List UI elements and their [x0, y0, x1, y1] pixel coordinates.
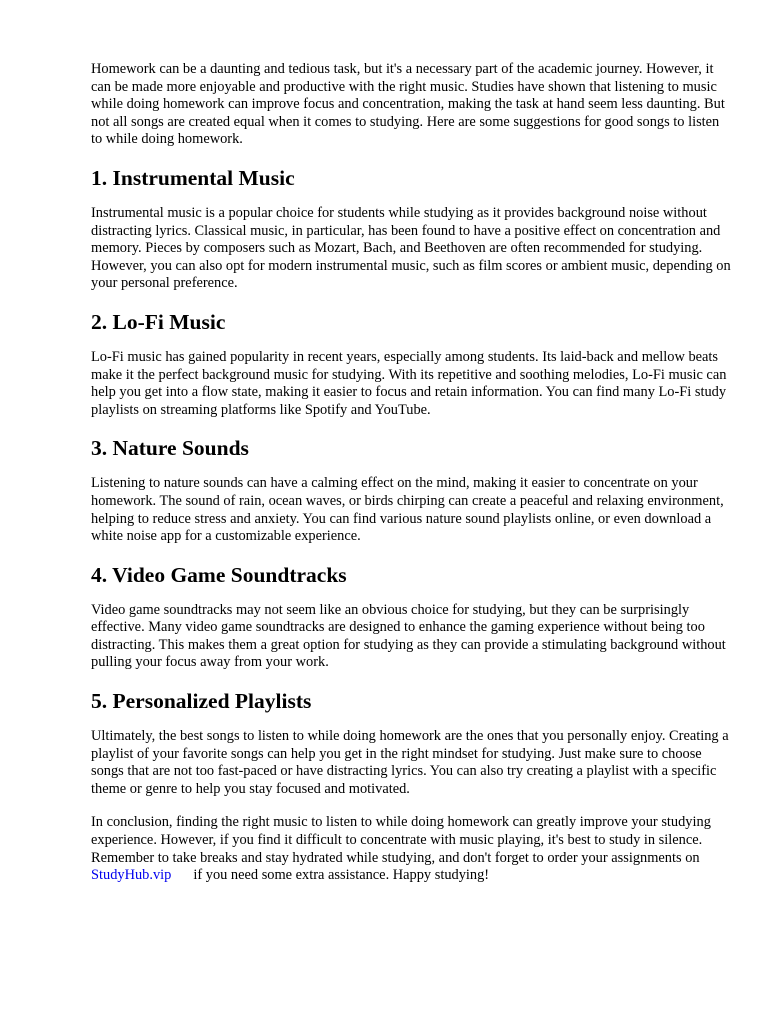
section-body: Lo-Fi music has gained popularity in recent years, especially among students. Its laid-back and mellow beats make it the perfect background music for studying. With its repetitive and soothing melodies, Lo-Fi music can help you get into a flow state, making it easier to focus and retain information. You can find many Lo-Fi study playlists on streaming platforms like Spotify and YouTube. — [91, 348, 727, 418]
section-body: Instrumental music is a popular choice for students while studying as it provides background noise without distracting lyrics. Classical music, in particular, has been found to have a positive effect on concentration and memory. Pieces by composers such as Mozart, Bach, and Beethoven are often recommended for studying. However, you can also opt for modern instrumental music, such as film scores or ambient music, depending on your personal preference. — [91, 204, 731, 292]
studyhub-link[interactable]: StudyHub.vip — [91, 867, 172, 884]
section-body: Ultimately, the best songs to listen to while doing homework are the ones that you personally enjoy. Creating a playlist of your favorite songs can help you get in the right mindset for studying. Just make sure to choose songs that are not too fast-paced or have distracting lyrics. You can also try creating a playlist with a specific theme or genre to help you stay focused and motivated. — [91, 728, 729, 797]
section-personalized-playlists — [91, 688, 731, 798]
section-nature-sounds — [91, 435, 731, 545]
section-heading: 3. Nature Sounds — [91, 436, 249, 461]
section-heading: 5. Personalized Playlists — [91, 689, 312, 714]
intro-paragraph: Homework can be a daunting and tedious task, but it's a necessary part of the academic journey. However, it can be made more enjoyable and productive with the right music. Studies have shown that listening to music while doing homework can improve focus and concentration, making the task at hand seem less daunting. But not all songs are created equal when it comes to studying. Here are some suggestions for good songs to listen to while doing homework. — [91, 61, 725, 148]
section-instrumental-music — [91, 165, 731, 293]
section-body: Video game soundtracks may not seem like an obvious choice for studying, but they can be surprisingly effective. Many video game soundtracks are designed to enhance the gaming experience without being too distracting. This makes them a great option for studying as they can provide a stimulating background without pulling your focus away from your work. — [91, 601, 726, 671]
conclusion-paragraph — [91, 814, 731, 884]
section-heading: 2. Lo-Fi Music — [91, 309, 226, 334]
section-body: Listening to nature sounds can have a calming effect on the mind, making it easier to concentrate on your homework. The sound of rain, ocean waves, or birds chirping can create a peaceful and relaxing environment, helping to reduce stress and anxiety. You can find various nature sound playlists online, or even download a white noise app for a customizable experience. — [91, 475, 724, 545]
conclusion-text-end: if you need some extra assistance. Happy studying! — [193, 867, 490, 884]
article — [91, 61, 731, 885]
section-lofi-music — [91, 309, 731, 419]
section-heading: 4. Video Game Soundtracks — [91, 562, 347, 587]
section-heading: 1. Instrumental Music — [91, 165, 295, 190]
conclusion-text: In conclusion, finding the right music to listen to while doing homework can greatly improve your studying experience. However, if you find it difficult to concentrate with music playing, it's best to study in silence. Remember to take breaks and stay hydrated while studying, and don't forget to order your assignments on — [91, 814, 711, 866]
section-video-game-soundtracks — [91, 562, 731, 672]
